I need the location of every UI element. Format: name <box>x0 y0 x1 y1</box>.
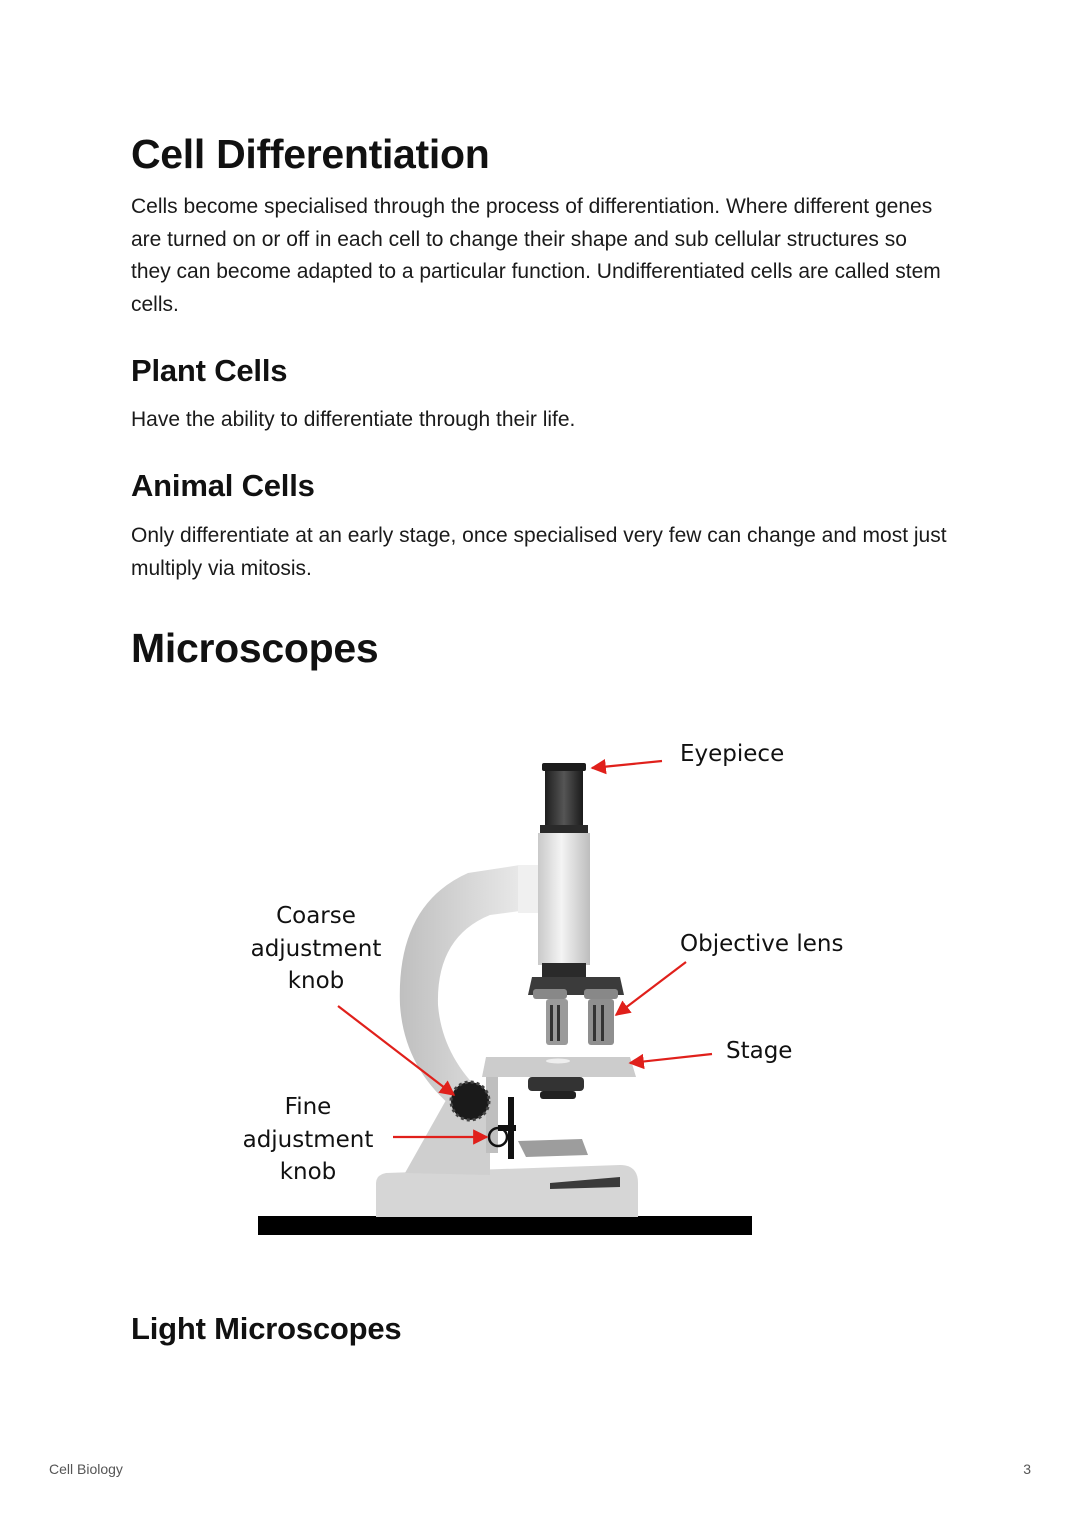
label-coarse-line2: adjustment <box>250 936 382 962</box>
section-title-cell-differentiation: Cell Differentiation <box>131 131 490 177</box>
microscope-diagram <box>200 705 844 1275</box>
label-stage: Stage <box>726 1038 793 1064</box>
stage-arrow <box>630 1054 712 1063</box>
page-number: 3 <box>1023 1461 1031 1477</box>
cell-differentiation-paragraph: Cells become specialised through the process of differentiation. Where different genes are turned on or off in each cell to change their shape and sub cellular structures so they can become adapted to a particular function. Undifferentiated cells are called stem cells. <box>131 195 941 316</box>
label-fine-line1: Fine <box>284 1094 332 1120</box>
section-title-light-microscopes: Light Microscopes <box>131 1311 402 1346</box>
eyepiece-part <box>545 765 583 829</box>
animal-cells-paragraph: Only differentiate at an early stage, once specialised very few can change and most just multiply via mitosis. <box>131 524 947 580</box>
section-title-plant-cells: Plant Cells <box>131 353 288 388</box>
objective-arrow <box>616 962 686 1015</box>
microscope-svg <box>200 705 844 1275</box>
label-eyepiece: Eyepiece <box>680 741 785 767</box>
label-objective-lens: Objective lens <box>680 931 844 957</box>
label-fine-line2: adjustment <box>242 1127 374 1153</box>
plant-cells-paragraph: Have the ability to differentiate through their life. <box>131 408 576 431</box>
label-fine-line3: knob <box>279 1159 337 1185</box>
section-title-microscopes: Microscopes <box>131 625 379 671</box>
body-tube <box>538 833 590 965</box>
footer-subject: Cell Biology <box>49 1461 123 1477</box>
table-surface <box>258 1216 752 1235</box>
label-coarse-line3: knob <box>287 968 345 994</box>
section-title-animal-cells: Animal Cells <box>131 468 315 503</box>
eyepiece-arrow <box>592 761 662 768</box>
label-coarse-line1: Coarse <box>276 903 356 929</box>
